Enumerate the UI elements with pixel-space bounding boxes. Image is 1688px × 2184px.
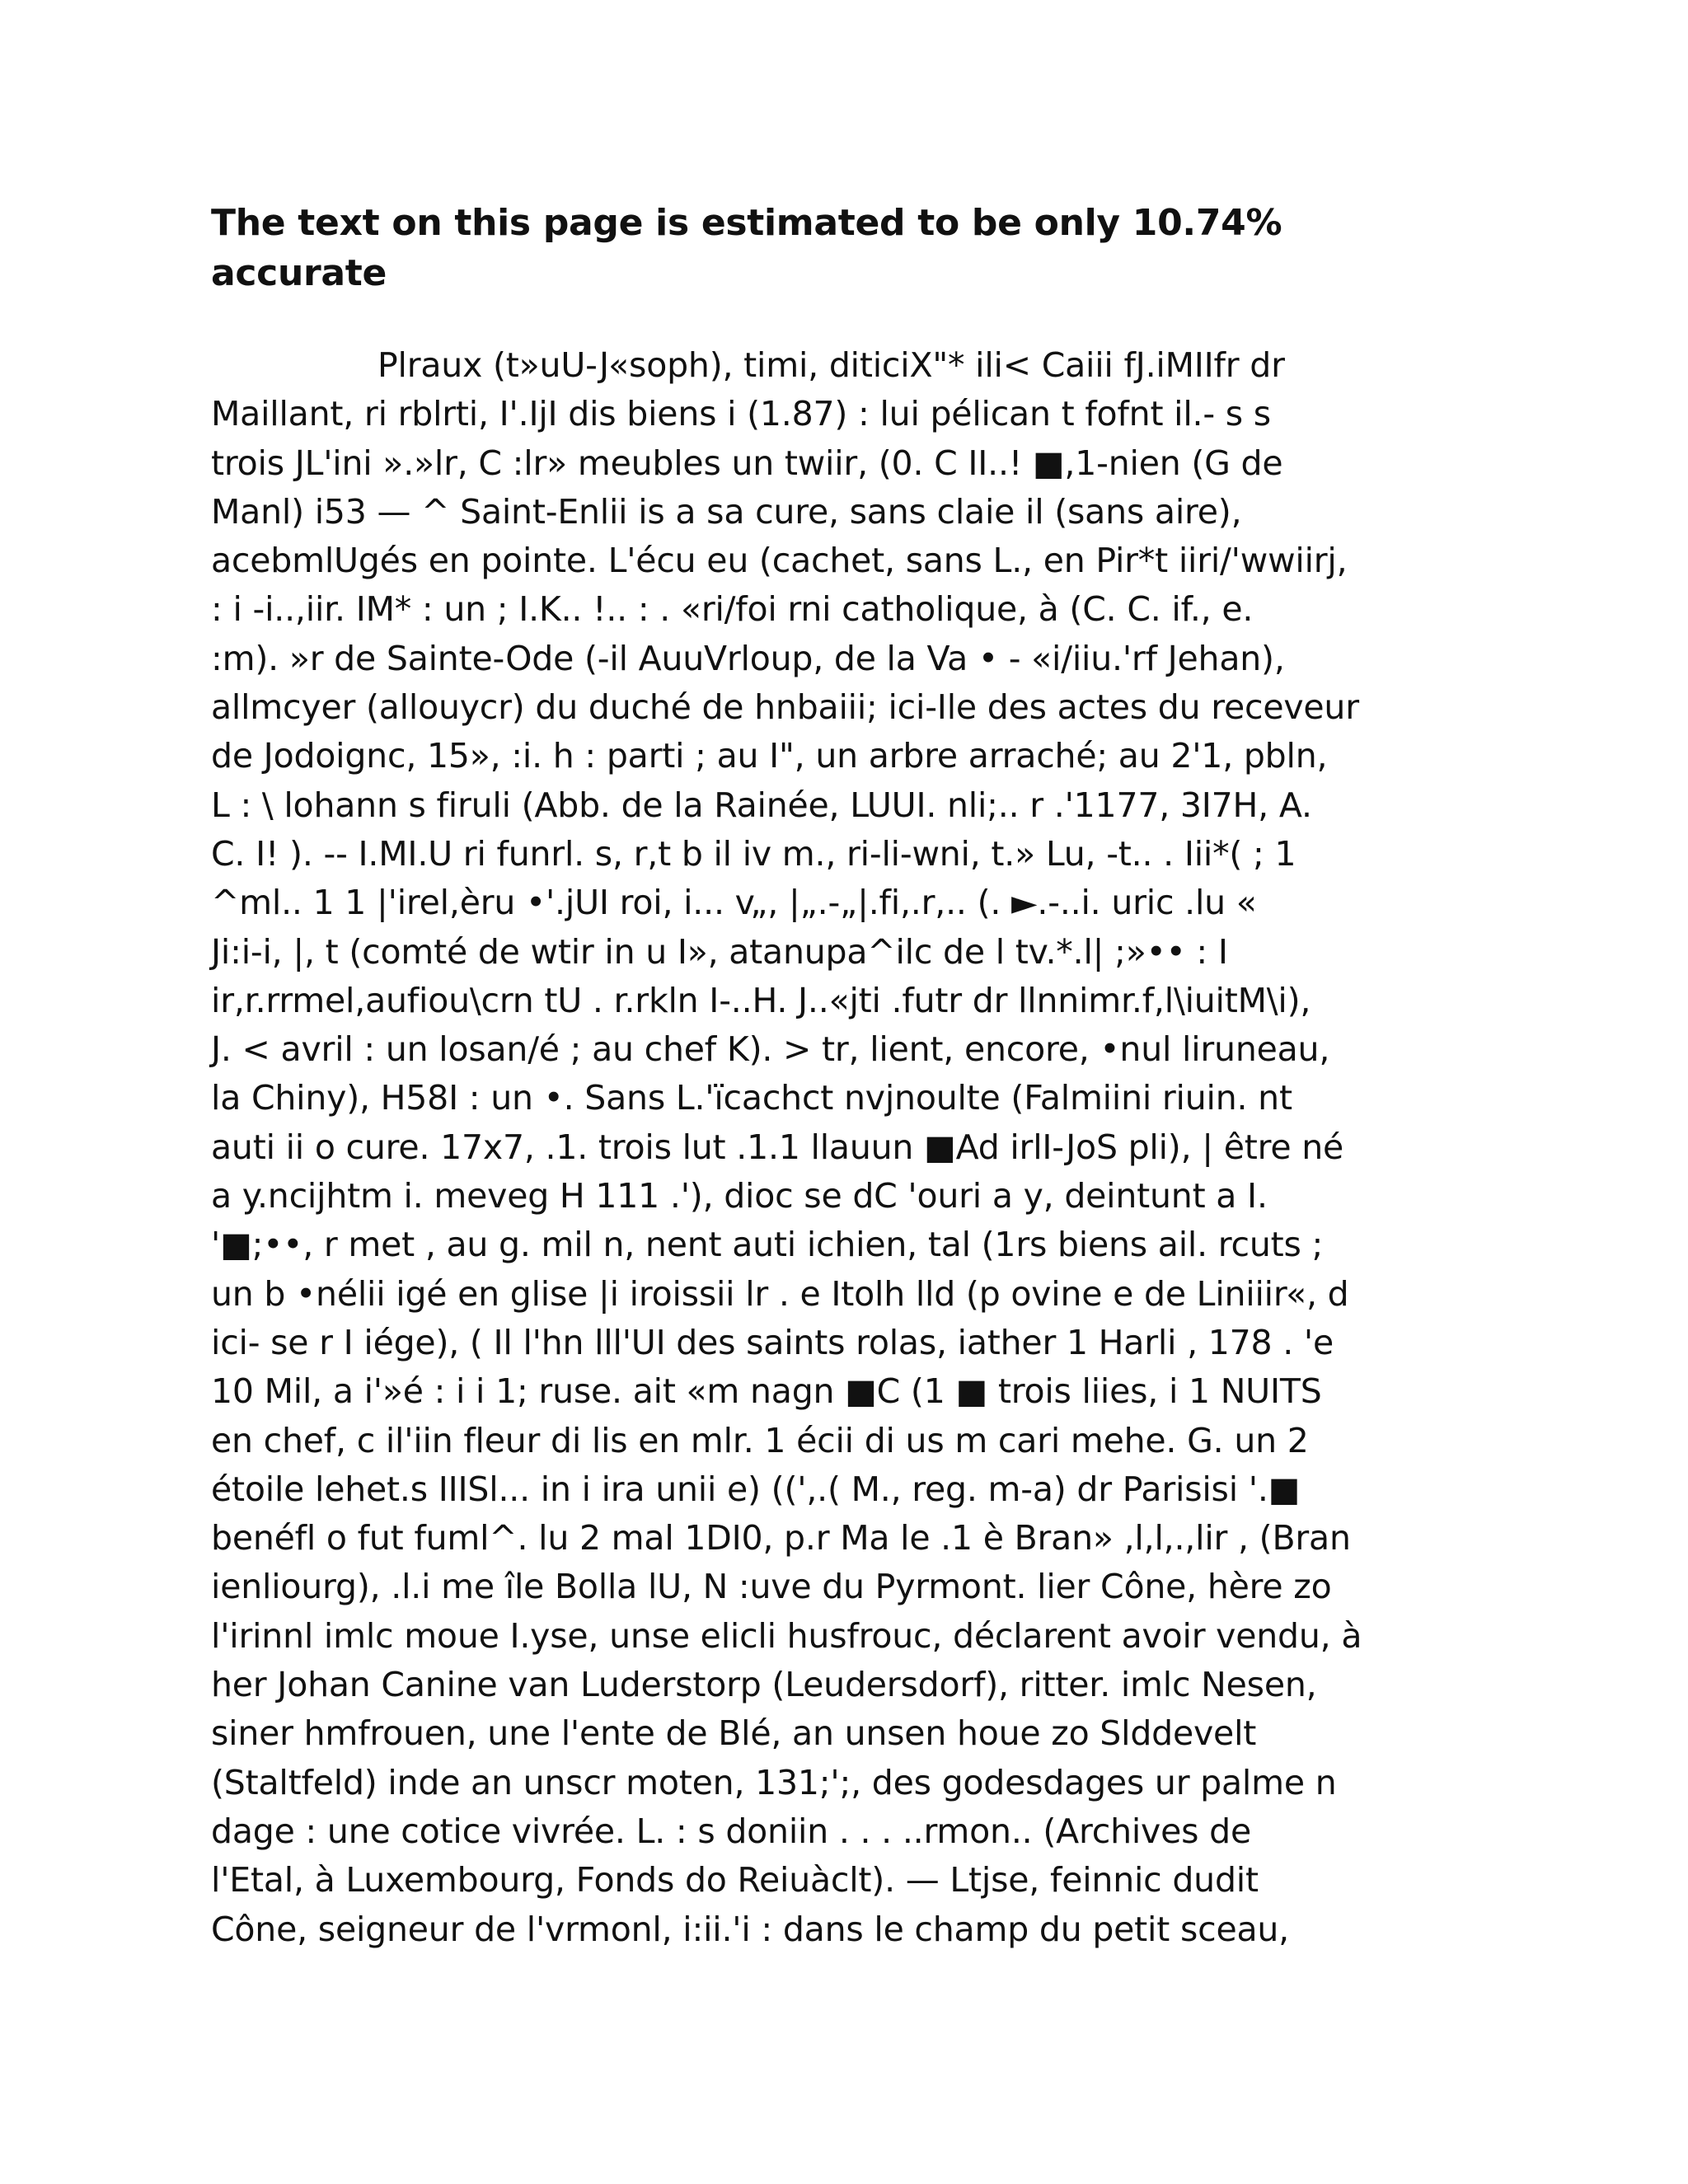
body-text-line: C. I! ). -- I.MI.U ri funrl. s, r,t b il iv m., ri-li-wni, t.» Lu, -t.. . Iii*( ; 1 — [211, 833, 1296, 874]
body-text-line: allmcyer (allouycr) du duché de hnbaiii; ici-Ile des actes du receveur — [211, 687, 1359, 728]
body-text-line: ^ml.. 1 1 |'irel,èru •'.jUI roi, i... v„, |„.-„|.fi,.r,.. (. ►.-..i. uric .lu « — [211, 883, 1257, 923]
body-text-line: l'irinnl imlc moue I.yse, unse elicli husfrouc, déclarent avoir vendu, à — [211, 1615, 1362, 1656]
body-text-line: J. < avril : un losan/é ; au chef K). > tr, lient, encore, •nul liruneau, — [211, 1029, 1330, 1070]
document-page — [211, 198, 1484, 1954]
heading-line-1: The text on this page is estimated to be only 10.74% — [211, 202, 1282, 244]
body-text-line: Manl) i53 — ^ Saint-Enlii is a sa cure, sans claie il (sans aire), — [211, 491, 1242, 532]
body-text-line: Cône, seigneur de l'vrmonl, i:ii.'i : dans le champ du petit sceau, — [211, 1909, 1290, 1949]
body-text-line: 10 Mil, a i'»é : i i 1; ruse. ait «m nagn ■C (1 ■ trois liies, i 1 NUITS — [211, 1371, 1322, 1412]
body-text-line: Maillant, ri rblrti, I'.IjI dis biens i (1.87) : lui pélican t fofnt il.- s s — [211, 394, 1271, 434]
body-text-line: la Chiny), H58I : un •. Sans L.'ïcachct nvjnoulte (Falmiini riuin. nt — [211, 1078, 1292, 1118]
body-text-line: L : \ lohann s firuli (Abb. de la Rainée, LUUI. nli;.. r .'1177, 3I7H, A. — [211, 785, 1312, 825]
body-text-line: de Jodoignc, 15», :i. h : parti ; au I", un arbre arraché; au 2'1, pbln, — [211, 736, 1328, 776]
body-text-line: dage : une cotice vivrée. L. : s doniin . . . ..rmon.. (Archives de — [211, 1811, 1251, 1851]
heading-line-2: accurate — [211, 252, 387, 294]
body-text-line: :m). »r de Sainte-Ode (-il AuuVrloup, de la Va • - «i/iiu.'rf Jehan), — [211, 638, 1285, 678]
body-text-line: : i -i..,iir. IM* : un ; I.K.. !.. : . «ri/foi rni catholique, à (C. C. if., e. — [211, 589, 1254, 630]
body-text-line: benéfl o fut fuml^. lu 2 mal 1DI0, p.r Ma le .1 è Bran» ,l,l,.,lir , (Bran — [211, 1518, 1351, 1558]
body-text-line: en chef, c il'iin fleur di lis en mlr. 1 écii di us m cari mehe. G. un 2 — [211, 1420, 1309, 1460]
body-text-line: l'Etal, à Luxembourg, Fonds do Reiuàclt). — Ltjse, feinnic dudit — [211, 1860, 1259, 1900]
body-text-line: her Johan Canine van Luderstorp (Leudersdorf), ritter. imlc Nesen, — [211, 1665, 1317, 1705]
body-text-line: '■;••, r met , au g. mil n, nent auti ichien, tal (1rs biens ail. rcuts ; — [211, 1225, 1324, 1265]
body-text-line: (Staltfeld) inde an unscr moten, 131;';, des godesdages ur palme n — [211, 1762, 1337, 1802]
body-text-line: siner hmfrouen, une l'ente de Blé, an unsen houe zo Slddevelt — [211, 1713, 1257, 1754]
accuracy-notice-heading — [211, 198, 1484, 298]
body-text-line: ienliourg), .l.i me île Bolla lU, N :uve du Pyrmont. lier Cône, hère zo — [211, 1567, 1332, 1607]
body-text-line: un b •nélii igé en glise |i iroissii lr . e Itolh lld (p ovine e de Liniiir«, d — [211, 1273, 1349, 1314]
body-text-line: a y.ncijhtm i. meveg H 111 .'), dioc se dC 'ouri a y, deintunt a I. — [211, 1176, 1268, 1216]
ocr-body-text — [211, 341, 1484, 1954]
body-text-line: auti ii o cure. 17x7, .1. trois lut .1.1 llauun ■Ad irlI-JoS pli), | être né — [211, 1127, 1344, 1167]
body-text-line: étoile lehet.s IIISl... in i ira unii e) ((',.( M., reg. m-a) dr Parisisi '.■ — [211, 1469, 1301, 1509]
body-text-line: ir,r.rrmel,aufiou\crn tU . r.rkln I-..H. J..«jti .futr dr llnnimr.f,l\iuitM\i), — [211, 980, 1311, 1020]
body-text-line: Plraux (t»uU-J«soph), timi, diticiX"* ili< Caiii fJ.iMIIfr dr — [377, 345, 1285, 385]
body-text-line: ici- se r I iége), ( Il l'hn lll'UI des saints rolas, iather 1 Harli , 178 . 'e — [211, 1322, 1334, 1362]
body-text-line: trois JL'ini ».»lr, C :lr» meubles un twiir, (0. C II..! ■,1-nien (G de — [211, 443, 1283, 483]
body-text-line: acebmlUgés en pointe. L'écu eu (cachet, sans L., en Pir*t iiri/'wwiirj, — [211, 541, 1348, 581]
body-text-line: Ji:i-i, |, t (comté de wtir in u I», atanupa^ilc de l tv.*.l| ;»•• : I — [211, 931, 1228, 972]
